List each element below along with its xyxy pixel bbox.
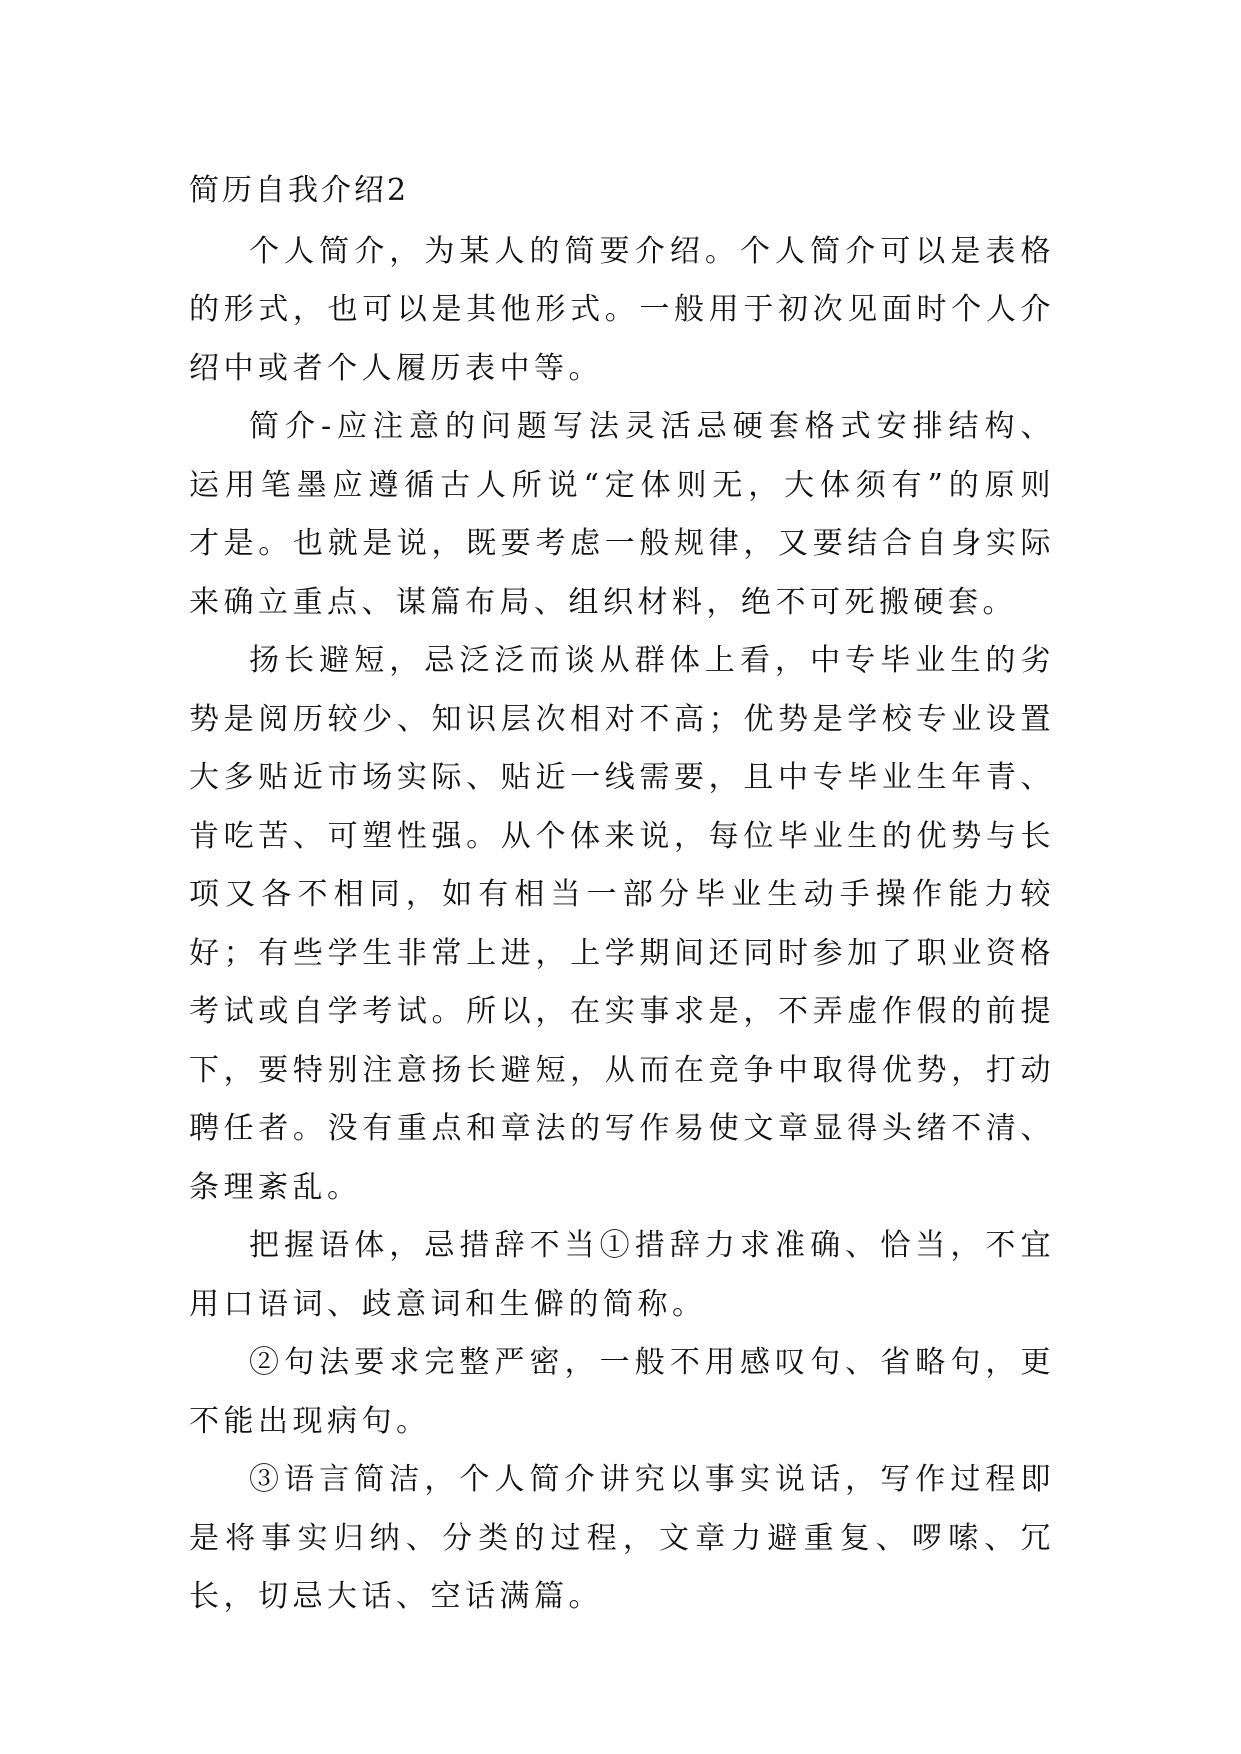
paragraph-concise: ③语言简洁，个人简介讲究以事实说话，写作过程即是将事实归纳、分类的过程，文章力避重复、啰嗦、冗长，切忌大话、空话满篇。 xyxy=(189,1462,1055,1614)
document-title: 简历自我介绍2 xyxy=(189,173,410,208)
paragraph-wording: 把握语体，忌措辞不当①措辞力求准确、恰当，不宜用口语词、歧意词和生僻的简称。 xyxy=(189,1228,1055,1322)
paragraph-strengths: 扬长避短，忌泛泛而谈从群体上看，中专毕业生的劣势是阅历较少、知识层次相对不高；优势是学校专业设置大多贴近市场实际、贴近一线需要，且中专毕业生年青、肯吃苦、可塑性强。从个体来说，每位毕业生的优势与长项又各不相同，如有相当一部分毕业生动手操作能力较好；有些学生非常上进，上学期间还同时参加了职业资格考试或自学考试。所以，在实事求是，不弄虚作假的前提下，要特别注意扬长避短，从而在竞争中取得优势，打动聘任者。没有重点和章法的写作易使文章显得头绪不清、条理紊乱。 xyxy=(189,643,1055,1205)
paragraph-writing-notes: 简介-应注意的问题写法灵活忌硬套格式安排结构、运用笔墨应遵循古人所说“定体则无，大体须有”的原则才是。也就是说，既要考虑一般规律，又要结合自身实际来确立重点、谋篇布局、组织材料，绝不可死搬硬套。 xyxy=(189,409,1055,620)
document-body xyxy=(189,162,1055,1627)
paragraph-intro: 个人简介，为某人的简要介绍。个人简介可以是表格的形式，也可以是其他形式。一般用于初次见面时个人介绍中或者个人履历表中等。 xyxy=(189,233,1055,386)
paragraph-syntax: ②句法要求完整严密，一般不用感叹句、省略句，更不能出现病句。 xyxy=(189,1345,1055,1439)
